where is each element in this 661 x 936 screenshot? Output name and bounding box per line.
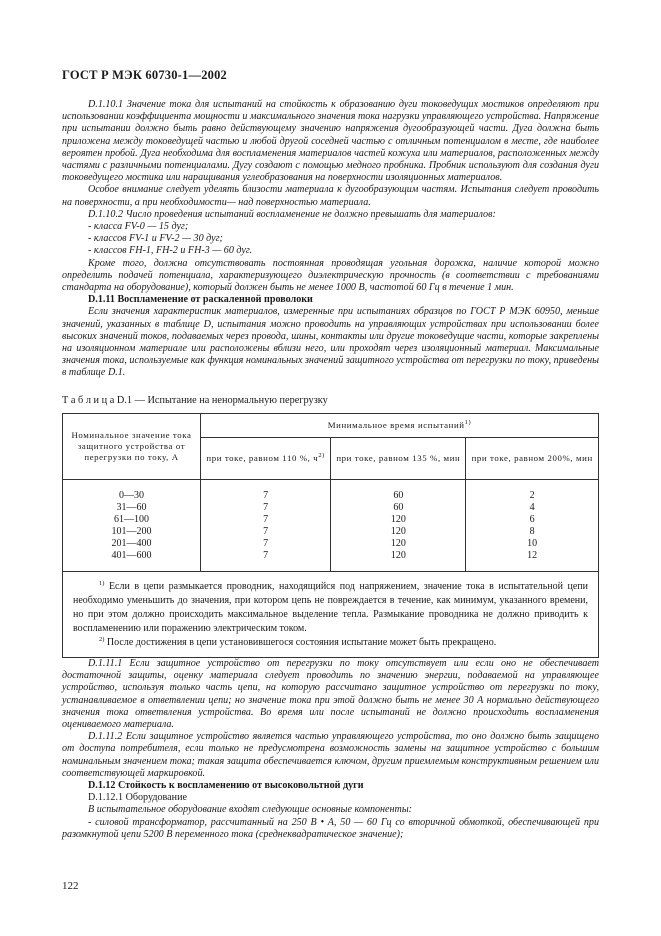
paragraph-track: Кроме того, должна отсутствовать постоянная проводящая угольная дорожка, наличие которой можно определить подачей потенциала, характеризующего диэлектрическую прочность (в соответствии с требованиями стандарта на оборудование), который должен быть не менее 1000 В, частотой 60 Гц в течение 1 мин.: [62, 257, 599, 294]
data-table: [62, 413, 599, 658]
text-block-top: [62, 99, 599, 380]
list-item-fv0: - класса FV-0 — 15 дуг;: [88, 221, 189, 233]
table-caption-text: D.1 — Испытание на ненормальную перегрузку: [116, 395, 328, 406]
section-heading-d112: D.1.12 Стойкость к воспламенению от высоковольтной дуги: [88, 780, 364, 792]
table-caption: [62, 395, 599, 406]
table-col-110: 7 7 7 7 7 7: [201, 480, 331, 572]
table-caption-prefix: Т а б л и ц а: [62, 395, 115, 406]
paragraph-d1111: D.1.11.1 Если защитное устройство от перегрузки по току отсутствует или если оно не обеспечивает достаточной защиты, оценку материала следует проводить по значению энергии, подаваемой на управляющее устройство, используя только часть цепи, на которую рассчитано защитное устройство от перегрузки по току, устанавливаемое в ответвлении цепи; но значение тока при этой должно быть не менее 30 А нормально действующего значения тока ответвления устройства. Во время или после испытаний не должно происходить воспламенения оцениваемого материала.: [62, 658, 599, 731]
footnote-1: $^{1)}$ Если в цепи размыкается проводник, находящийся под напряжением, значение тока в испытательной цепи необходимо уменьшить до значения, при котором цепь не повреждается в течение, как минимум, указанного времени, но при этом должно происходить максимальное выделение тепла. Размыкание проводника не должно приводить к воспламенению или поражению электрическим током.: [73, 579, 589, 635]
subsection-heading-d1121: D.1.12.1 Оборудование: [88, 792, 187, 804]
table-header-135: при токе, равном 135 %, мин: [331, 438, 466, 480]
footnote-2: $^{2)}$ После достижения в цепи установившегося состояния испытание может быть прекращено.: [99, 636, 497, 649]
table-header-200: при токе, равном 200%, мин: [466, 438, 599, 480]
paragraph-equipment: В испытательное оборудование входят следующие основные компоненты:: [88, 804, 413, 816]
table-header-110: при токе, равном 110 %, $ч^{2)}$: [201, 438, 331, 480]
paragraph-d1101: D.1.10.1 Значение тока для испытаний на стойкость к образованию дуги токоведущих мостиков определяют при использовании коэффициента мощности и максимального значения тока нагрузки управляющего устройства. Напряжение при испытании должно быть равно действующему значению напряжения дугообразующей части. Дуга должна быть приложена между токоведущей частью и любой другой соседней частью с отличным потенциалом в месте, где наиболее вероятен пробой. Дуга необходима для воспламенения материалов частей кожуха или материалов, расположенных между частями с различными потенциалами. Дугу создают с помощью медного пробника. Пробник используют для создания дуги токоведущего мостика или наращивания углеобразования на поверхности изоляционных материалов.: [62, 99, 599, 184]
paragraph-d111: Если значения характеристик материалов, измеренные при испытаниях образцов по ГОСТ Р МЭК 60950, меньше значений, указанных в таблице D, испытания можно проводить на управляющих устройствах при использовании более высоких значений токов, подаваемых через провода, шины, контакты или другие токоведущие части, которые закреплены на изоляционном материале или расположены вблизи него, или проходят через изоляционный материал. Максимальные значения тока, используемые как функция номинальных значений защитного устройства от перегрузки по току, приведены в таблице D.1.: [62, 306, 599, 379]
paragraph-d1102: D.1.10.2 Число проведения испытаний воспламенение не должно превышать для материалов:: [88, 208, 496, 220]
table-col-200: 2 4 6 8 10 12: [466, 480, 599, 572]
table-data-row: [63, 480, 599, 572]
list-item-fh: - классов FH-1, FH-2 и FH-3 — 60 дуг.: [88, 245, 253, 257]
list-item-transformer: - силовой трансформатор, рассчитанный на 250 В • А, 50 — 60 Гц со вторичной обмоткой, обеспечивающей при разомкнутой цепи 5200 В переменного тока (среднеквадратическое значение);: [62, 816, 599, 840]
table-header-group: Минимальное время испытаний$^{1)}$: [201, 414, 599, 438]
document-header: ГОСТ Р МЭК 60730-1—2002: [62, 68, 227, 82]
list-item-fv1: - классов FV-1 и FV-2 — 30 дуг;: [88, 233, 223, 245]
table-col-rating: 0—30 31—60 61—100 101—200 201—400 401—600: [63, 480, 201, 572]
page-number: 122: [62, 880, 79, 892]
table-header-rating: Номинальное значение тока защитного устройства от перегрузки по току, А: [63, 414, 201, 480]
section-heading-d111: D.1.11 Воспламенение от раскаленной проволоки: [88, 294, 313, 306]
table-col-135: 60 60 120 120 120 120: [331, 480, 466, 572]
paragraph-d1112: D.1.11.2 Если защитное устройство является частью управляющего устройства, то оно должно быть защищено от доступа потребителя, если только не предусмотрена возможность замены на защитное устройство с большим номинальным значением тока; такая защита обеспечивается ключом, другим приемлемым конструктивным решением или соответствующей маркировкой.: [62, 731, 599, 779]
text-block-bottom: [62, 658, 599, 841]
paragraph-attention: Особое внимание следует уделять близости материала к дугообразующим частям. Испытания следует проводить на поверхности, а при необходимости— над поверхностью материала.: [62, 184, 599, 208]
table-footnotes: [63, 571, 599, 657]
